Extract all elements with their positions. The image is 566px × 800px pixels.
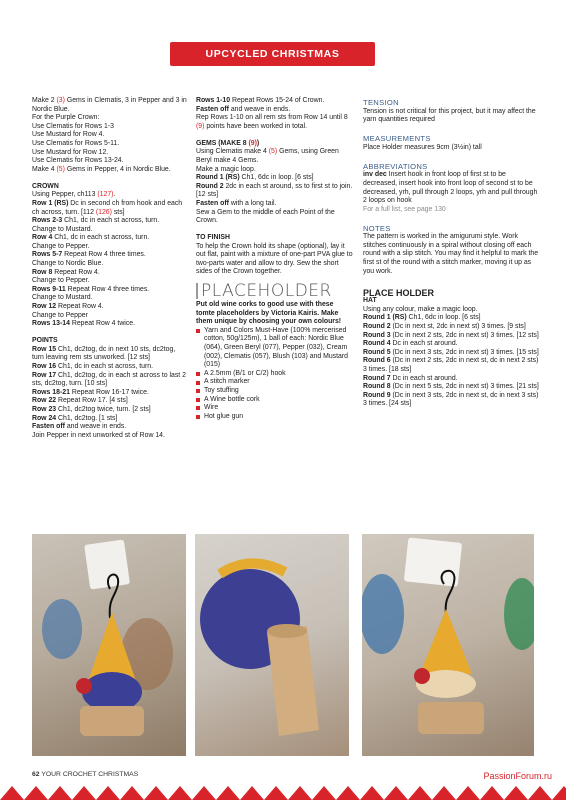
text-run: Round 7 — [363, 374, 391, 382]
measurements-text: Place Holder measures 9cm (3½in) tall — [363, 143, 482, 151]
text-run: Use Mustard for Row 4. — [32, 131, 105, 139]
text-run: Make 4 — [32, 165, 57, 173]
instruction-line — [32, 389, 188, 398]
materials-item: Wire — [196, 404, 354, 413]
text-run: with a long tail. — [228, 199, 277, 207]
text-run: (9) — [196, 122, 205, 130]
text-run: (Dc in next st, 2dc in next st) 3 times. [9 sts] — [390, 323, 526, 331]
text-run: Using Pepper, ch113 — [32, 191, 98, 199]
text-run: Row 16 — [32, 363, 57, 370]
text-run: Join Pepper in next unworked st of Row 14. — [32, 431, 165, 439]
instruction-line — [196, 106, 354, 115]
instruction-line — [32, 243, 188, 252]
text-run: Rows 13-14 — [32, 320, 70, 328]
place-holder-heading: PLACE HOLDER — [363, 287, 435, 298]
notes-heading: NOTES — [363, 223, 391, 233]
abbreviation-term: inv dec — [363, 171, 387, 179]
text-run: Make a magic loop. — [196, 165, 256, 173]
text-run: (9) — [248, 139, 257, 147]
text-run: Ch1, dc2tog, dc in next 10 sts, dc2tog, turn leaving rem sts unworked. [12 sts] — [32, 345, 176, 362]
instruction-line — [32, 131, 188, 140]
text-run: Round 3 — [363, 331, 391, 339]
text-run: Gems in Clematis, 3 in Pepper and 3 in Nordic Blue. — [32, 97, 187, 113]
instruction-line — [32, 346, 188, 363]
text-run: TO FINISH — [196, 234, 230, 242]
instruction-line — [196, 200, 354, 209]
text-run: Gems in Pepper, 4 in Nordic Blue. — [64, 165, 171, 173]
column-left — [32, 97, 188, 440]
materials-item: A stitch marker — [196, 378, 354, 387]
text-run: Ch1, dc in each st across, turn. — [56, 363, 154, 370]
text-run: (126) — [95, 208, 112, 216]
abbreviations-heading: ABBREVIATIONS — [363, 161, 428, 171]
instruction-line — [32, 157, 188, 166]
text-run: . — [113, 191, 116, 199]
text-run: Row 8 — [32, 268, 53, 276]
text-run: Repeat Row 4 three times. — [62, 251, 146, 259]
tension-heading: TENSION — [363, 98, 399, 107]
text-run: Ch1, dc in each st across, turn. — [52, 234, 150, 242]
instruction-line — [32, 166, 188, 175]
text-run: Repeat Row 4. — [52, 268, 100, 276]
text-run: Fasten off — [196, 105, 229, 113]
text-run: and weave in ends. — [228, 105, 291, 113]
instruction-line — [32, 269, 188, 278]
instruction-line — [32, 140, 188, 149]
text-run: Round 9 — [363, 391, 391, 399]
text-run: Row 17 — [32, 371, 57, 379]
text-run: Change to Mustard. — [32, 225, 93, 233]
publication-name: YOUR CROCHET CHRISTMAS — [41, 771, 139, 778]
text-run: Ch1, dc in each st across, turn. — [62, 217, 160, 225]
text-run: (127) — [97, 191, 114, 199]
instruction-line — [32, 372, 188, 389]
text-run: Change to Pepper — [32, 311, 88, 319]
text-run: Repeat Row 4 twice. — [69, 320, 136, 328]
instruction-line — [196, 174, 354, 183]
text-run: Round 5 — [363, 348, 391, 356]
section-banner: UPCYCLED CHRISTMAS COLLECTION — [170, 42, 375, 66]
text-run: Change to Nordic Blue. — [32, 260, 104, 268]
text-run: (Dc in next 2 sts, 2dc in next st) 3 times. [12 sts] — [390, 331, 539, 339]
text-run: points have been worked in total. — [204, 122, 308, 130]
text-run: Change to Pepper. — [32, 277, 90, 285]
text-run: sts] — [111, 208, 125, 216]
text-run: Rows 18-21 — [32, 388, 70, 396]
text-run: Repeat Row 4 three times. — [65, 285, 150, 293]
text-run: Dc in second ch from hook and each ch across, turn. [112 — [32, 199, 183, 216]
instruction-line — [363, 375, 541, 384]
text-run: Round 6 — [363, 357, 391, 365]
instruction-line — [196, 243, 354, 277]
text-run: Round 2 — [196, 182, 224, 190]
text-run: Ch1, 6dc in loop. [6 sts] — [239, 174, 314, 182]
instruction-line — [32, 397, 188, 406]
page-number: 62 — [32, 771, 40, 778]
instruction-line — [196, 166, 354, 175]
materials-item: Toy stuffing — [196, 387, 354, 396]
instruction-line — [32, 303, 188, 312]
instruction-line — [32, 423, 188, 432]
instruction-line — [363, 340, 541, 349]
text-run: Sew a Gem to the middle of each Point of the Crown. — [196, 208, 335, 225]
instruction-line — [32, 320, 188, 329]
instruction-line — [363, 314, 541, 323]
text-run: Dc in each st around. — [390, 374, 458, 382]
text-run: Repeat Rows 15-24 of Crown. — [230, 97, 325, 104]
text-run: Using Clematis make 4 — [196, 148, 269, 156]
text-run: (5) — [56, 165, 65, 173]
text-run: 2dc in each st around, ss to first st to join. [12 sts] — [196, 182, 353, 199]
tension-text: Tension is not critical for this project, but it may affect the yarn quantities required — [363, 107, 536, 124]
text-run: Round 8 — [363, 383, 391, 391]
instruction-line — [32, 183, 188, 192]
instruction-line — [363, 323, 541, 332]
text-run: Row 12 — [32, 303, 57, 311]
text-run: Round 1 (RS) — [363, 314, 407, 322]
text-run: (Dc in next 3 sts, 2dc in next st, dc in next 3 sts) 3 times. [24 sts] — [363, 391, 539, 408]
materials-list — [196, 327, 354, 422]
text-run: Use Clematis for Rows 5-11. — [32, 139, 120, 147]
instruction-line — [363, 383, 541, 392]
materials-item: Yarn and Colors Must-Have (100% mercerised cotton, 50g/125m), 1 ball of each: Nordic Blue (064), Green Beryl (077), Pepper (032), Cream (002), Clematis (057), Blush (103) and Mustard (015) — [196, 327, 354, 370]
text-run: For the Purple Crown: — [32, 114, 100, 122]
text-run: POINTS — [32, 337, 58, 345]
text-run: To help the Crown hold its shape (optional), lay it out flat, paint with a mixture of one-part PVA glue to two-parts water and allow to dry. Sew the short sides of the Crown together. — [196, 242, 353, 276]
text-run: Use Clematis for Rows 1-3 — [32, 122, 114, 130]
instruction-line — [32, 415, 188, 424]
instruction-line — [32, 191, 188, 200]
text-run: (5) — [268, 148, 278, 156]
text-run: Ch1, dc2tog, dc in each st across to last 2 sts, dc2tog, turn. [10 sts] — [32, 371, 186, 388]
materials-item: Hot glue gun — [196, 413, 354, 422]
instruction-line — [196, 148, 354, 165]
instruction-line — [363, 392, 541, 409]
instruction-line — [32, 200, 188, 217]
text-run: (3) — [56, 97, 65, 104]
placeholder-intro: Put old wine corks to good use with these tomte placeholders by Victoria Kairis. Make them unique by choosing your own colours! — [196, 301, 342, 326]
instruction-line — [32, 363, 188, 372]
instruction-line — [32, 312, 188, 321]
text-run: Rows 2-3 — [32, 217, 63, 225]
text-run: Round 1 (RS) — [196, 174, 240, 182]
instruction-line — [363, 349, 541, 358]
text-run: Rows 9-11 — [32, 285, 66, 293]
text-run: Fasten off — [196, 199, 229, 207]
instruction-line — [32, 234, 188, 243]
text-run: (Dc in next 3 sts, 2dc in next st) 3 times. [15 sts] — [390, 348, 539, 356]
text-run: Row 4 — [32, 234, 53, 242]
instruction-line — [196, 140, 354, 149]
instruction-line — [196, 97, 354, 106]
instruction-line — [196, 234, 354, 243]
text-run: Fasten off — [32, 423, 65, 431]
materials-item: A Wine bottle cork — [196, 396, 354, 405]
instruction-line — [32, 251, 188, 260]
instruction-line — [196, 209, 354, 226]
instruction-line — [32, 123, 188, 132]
photo-tomte-placeholder-right — [362, 534, 534, 756]
text-run: Ch1, 6dc in loop. [6 sts] — [406, 314, 481, 322]
instruction-line — [32, 217, 188, 226]
instruction-line — [32, 149, 188, 158]
abbreviations-reference: For a full list, see page 130 — [363, 205, 446, 213]
text-run: Change to Pepper. — [32, 242, 90, 250]
text-run: Use Clematis for Rows 13-24. — [32, 157, 124, 165]
hat-instructions — [363, 306, 541, 409]
instruction-line — [32, 406, 188, 415]
text-run: Repeat Row 4. — [56, 303, 104, 311]
text-run: (Dc in next 2 sts, 2dc in next st, dc in next 2 sts) 3 times. [18 sts] — [363, 357, 539, 373]
text-run: GEMS (MAKE 8 — [196, 139, 249, 147]
instruction-line — [32, 114, 188, 123]
materials-item: A 2.5mm (B/1 or C/2) hook — [196, 370, 354, 379]
text-run: ) — [256, 139, 260, 147]
abbreviation-definition: Insert hook in front loop of first st to be decreased, insert hook into front loop of second st to be decreased, yrh, pull through 2 loops, yrh and pull through 2 loops on hook — [363, 171, 538, 205]
column-middle — [196, 97, 354, 421]
text-run: (Dc in next 5 sts, 2dc in next st) 3 times. [21 sts] — [390, 383, 539, 391]
watermark: PassionForum.ru — [483, 771, 552, 781]
instruction-line — [32, 277, 188, 286]
instruction-line — [32, 286, 188, 295]
instruction-line — [32, 294, 188, 303]
text-run: Dc in each st around. — [390, 340, 458, 348]
column-right — [363, 97, 541, 409]
text-run: Repeat Row 16-17 twice. — [69, 388, 149, 396]
text-run: Round 2 — [363, 323, 391, 331]
measurements-heading: MEASUREMENTS — [363, 134, 431, 144]
text-run: Change to Mustard. — [32, 294, 93, 302]
instruction-line — [196, 114, 354, 131]
text-run: Using any colour, make a magic loop. — [363, 305, 478, 313]
crown-continued-text — [196, 97, 354, 277]
text-run: Use Mustard for Row 12. — [32, 148, 109, 156]
text-run: Ch1, dc2tog twice, turn. [2 sts] — [56, 405, 151, 413]
text-run: Gems, using Green Beryl make 4 Gems. — [196, 148, 339, 164]
instruction-line — [32, 97, 188, 114]
text-run: Row 24 — [32, 414, 57, 422]
text-run: Ch1, dc2tog. [1 sts] — [56, 414, 118, 422]
instruction-line — [32, 260, 188, 269]
page-footer — [32, 771, 138, 778]
zigzag-border — [0, 780, 566, 800]
hat-subheading: HAT — [363, 297, 377, 305]
text-run: Rows 1-10 — [196, 97, 231, 104]
text-run: Row 1 (RS) — [32, 199, 69, 207]
text-run: Rows 5-7 — [32, 251, 63, 259]
notes-text: The pattern is worked in the amigurumi style. Work stitches continuously in a spiral without closing off each round with a slip stitch. You may find it helpful to mark the first st of the round with a stitch marker, moving it up as you work. — [363, 233, 539, 275]
text-run: and weave in ends. — [64, 423, 127, 431]
text-run: Repeat Row 17. [4 sts] — [56, 397, 128, 405]
photo-tomte-placeholder-left — [32, 534, 186, 756]
text-run: Row 22 — [32, 397, 57, 405]
text-run: Round 4 — [363, 340, 391, 348]
text-run: Rep Rows 1-10 on all rem sts from Row 14 until 8 — [196, 114, 348, 122]
abbreviation-entry — [363, 171, 541, 205]
text-run: Make 2 — [32, 97, 57, 104]
instruction-line — [196, 183, 354, 200]
text-run: CROWN — [32, 182, 59, 190]
text-run: Row 23 — [32, 405, 57, 413]
instruction-line — [363, 332, 541, 341]
instruction-line — [363, 357, 541, 374]
instruction-line — [32, 226, 188, 235]
text-run: Row 15 — [32, 345, 57, 353]
instruction-line — [363, 306, 541, 315]
photo-cork-closeup — [195, 534, 349, 756]
placeholder-title: PLACEHOLDER — [196, 283, 354, 299]
instruction-line — [32, 432, 188, 441]
instruction-line — [32, 337, 188, 346]
